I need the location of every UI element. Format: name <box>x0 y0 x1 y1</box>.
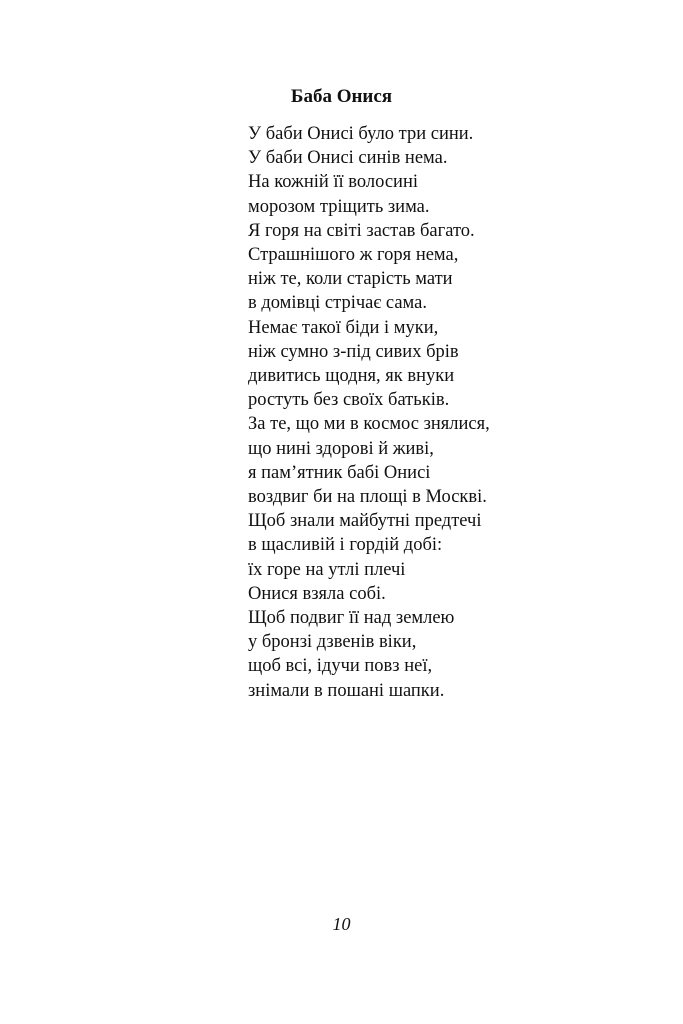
poem-line: Щоб подвиг її над землею <box>248 608 455 629</box>
poem-line: На кожній її волосині <box>248 172 418 193</box>
poem-line: знімали в пошані шапки. <box>248 680 445 701</box>
poem-line: Щоб знали майбутні предтечі <box>248 511 482 532</box>
poem-line: в домівці стрічає сама. <box>248 293 427 314</box>
poem-line: що нині здорові й живі, <box>248 438 434 459</box>
poem-title: Баба Онися <box>290 86 393 107</box>
poem-line: Онися взяла собі. <box>248 583 386 604</box>
poem-line: За те, що ми в космос знялися, <box>248 414 490 435</box>
poem-body <box>248 122 648 703</box>
poem-line: ніж те, коли старість мати <box>248 269 453 290</box>
poem-line: У баби Онисі синів нема. <box>248 148 448 169</box>
poem-line: морозом тріщить зима. <box>248 196 430 217</box>
poem-line: У баби Онисі було три сини. <box>248 124 474 144</box>
poem-line: я пам’ятник бабі Онисі <box>248 462 431 483</box>
poem-line: у бронзі дзвенів віки, <box>248 632 417 653</box>
poem-line: ніж сумно з-під сивих брів <box>248 341 459 362</box>
poem-line: Я горя на світі застав багато. <box>248 220 475 241</box>
poem-line: дивитись щодня, як внуки <box>248 366 455 387</box>
poem-line: Немає такої біди і муки, <box>248 317 439 338</box>
poem-line: ростуть без своїх батьків. <box>248 390 450 411</box>
poem-line: їх горе на утлі плечі <box>248 559 406 580</box>
poem-line: щоб всі, ідучи повз неї, <box>248 656 433 677</box>
poem-line: в щасливій і гордій добі: <box>248 535 443 556</box>
poem-line: Страшнішого ж горя нема, <box>248 245 459 266</box>
page-number: 10 <box>332 914 351 934</box>
poem-line: воздвиг би на площі в Москві. <box>248 487 487 508</box>
